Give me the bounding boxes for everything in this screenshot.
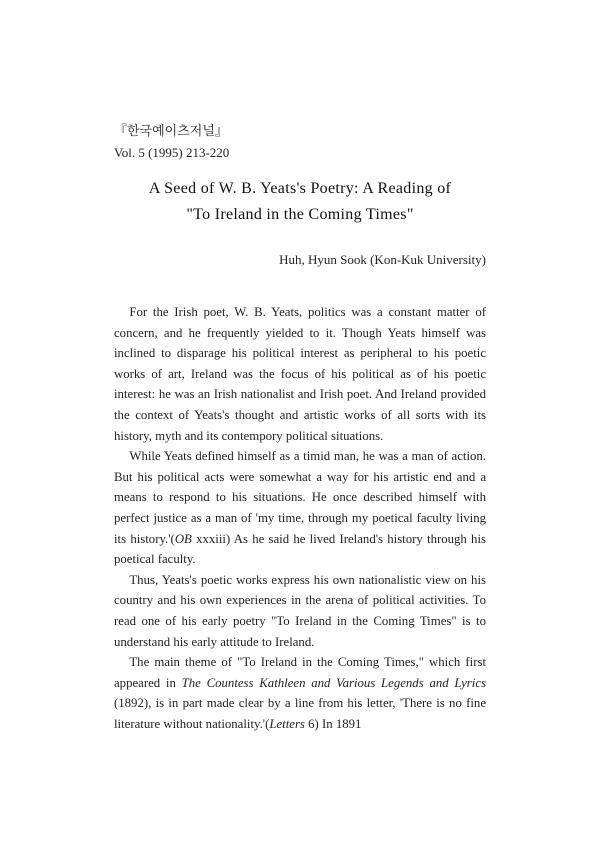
paragraph-4-text-a: The main theme of "To Ireland in the Coming Times," which first appeared in (114, 655, 486, 690)
citation-ob: OB (174, 531, 192, 546)
paragraph-2-text-b: xxxiii) As he said he lived Ireland's history through his poetical faculty. (114, 531, 486, 567)
journal-name: 『한국예이츠저널』 (114, 123, 228, 138)
paragraph-3: Thus, Yeats's poetic works express his own nationalistic view on his country and his own experiences in the arena of political activities. To read one of his early poetry "To Ireland in the Coming Times" is to understand his early attitude to Ireland. (114, 572, 486, 649)
paragraph-4 (114, 652, 486, 734)
article-title (100, 176, 500, 228)
title-line-2: "To Ireland in the Coming Times" (186, 206, 414, 223)
title-line-1: A Seed of W. B. Yeats's Poetry: A Reading of (148, 180, 452, 197)
paragraph-1: For the Irish poet, W. B. Yeats, politics was a constant matter of concern, and he frequently yielded to it. Though Yeats himself was inclined to disparage his political interest as peripheral to his poetic works of art, Ireland was the focus of his political as of his poetic interest: he was an Irish nationalist and Irish poet. And Ireland provided the context of Yeats's thought and artistic works of all sorts with its history, myth and its contempory political situations. (114, 305, 486, 443)
author-affiliation: Huh, Hyun Sook (Kon-Kuk University) (279, 252, 486, 267)
journal-header (114, 120, 229, 164)
paragraph-4-text-c: 6) In 1891 (304, 716, 362, 731)
paragraph-4-text-b: (1892), is in part made clear by a line from his letter, 'There is no fine literature without nationality.'( (114, 696, 486, 731)
citation-letters: Letters (269, 716, 305, 731)
paragraph-2 (114, 446, 486, 570)
journal-volume: Vol. 5 (1995) 213-220 (114, 145, 230, 160)
article-body (114, 302, 486, 734)
paragraph-2-text-a: While Yeats defined himself as a timid man, he was a man of action. But his political acts were somewhat a way for his artistic end and a means to respond to his situations. He once described himself with perfect justice as a man of 'my time, through my poetical faculty living its history.'( (114, 449, 486, 546)
book-title: The Countess Kathleen and Various Legends and Lyrics (181, 675, 486, 690)
